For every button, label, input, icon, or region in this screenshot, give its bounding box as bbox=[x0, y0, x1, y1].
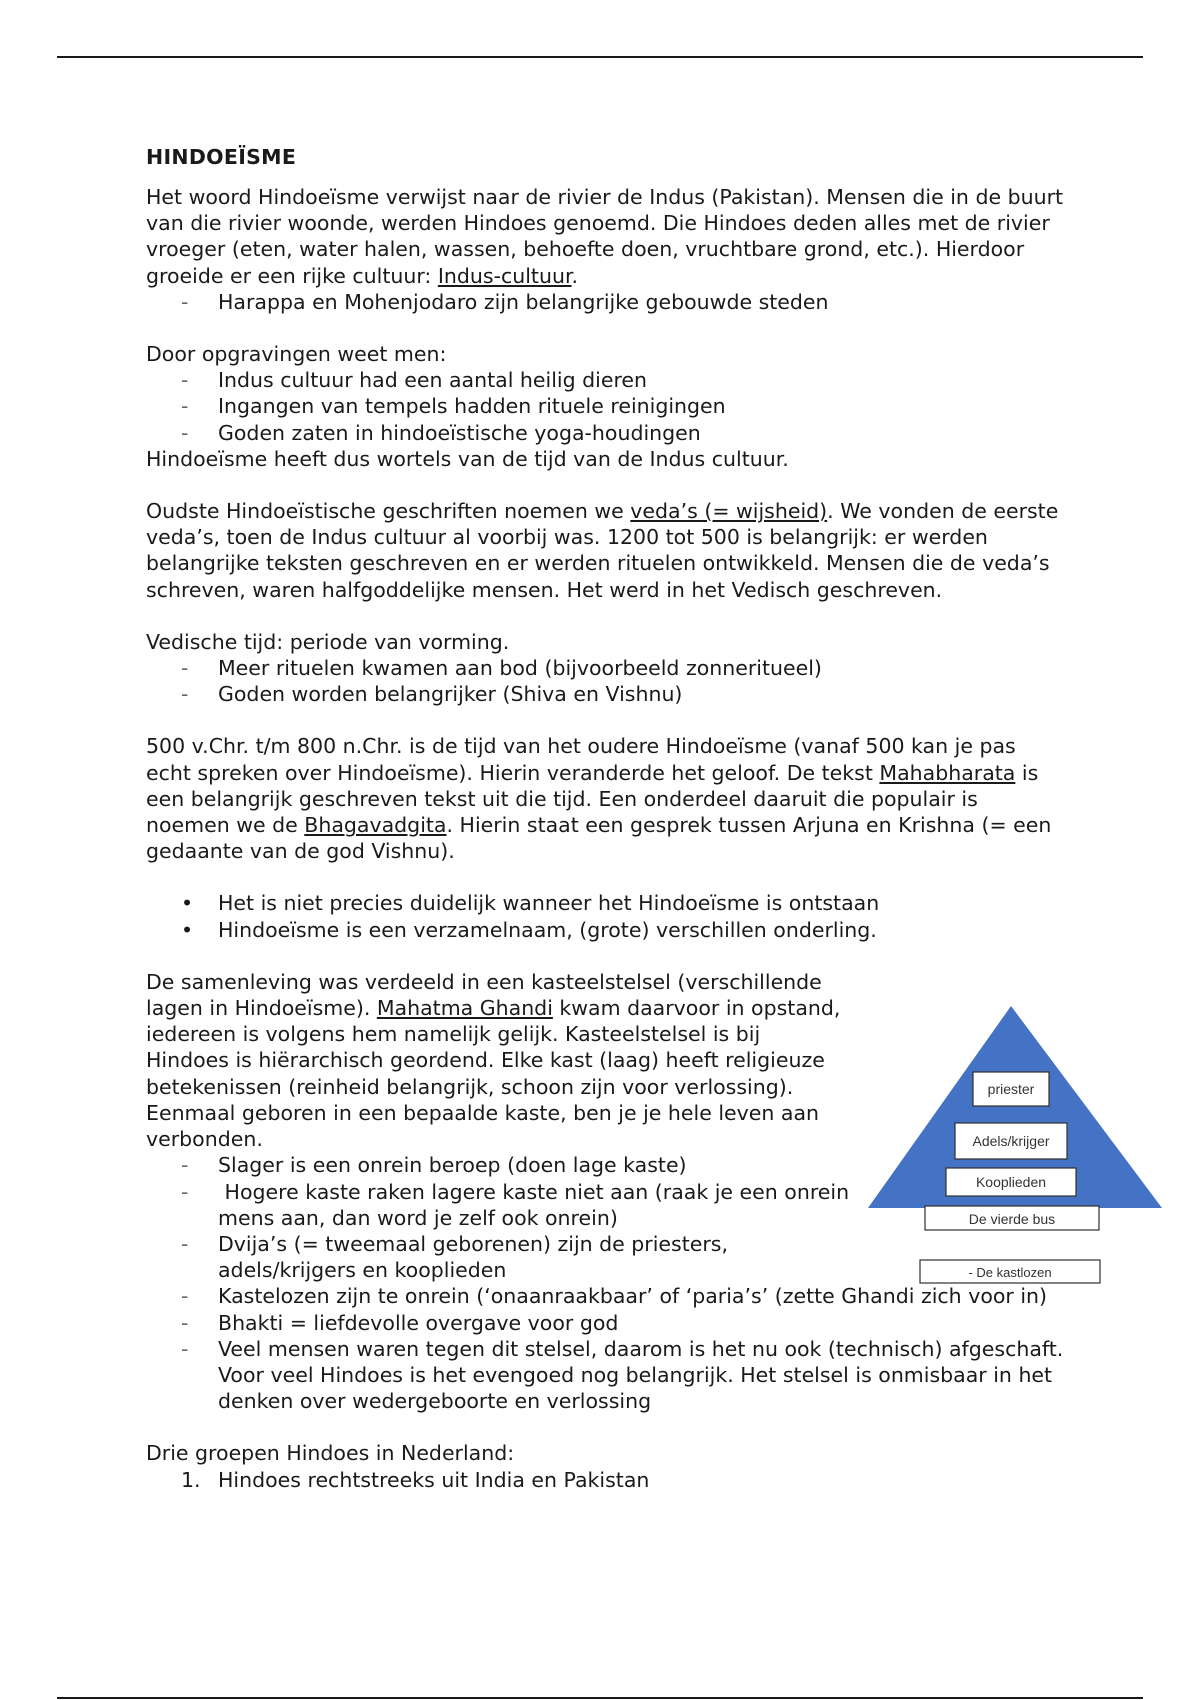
bullet-item bbox=[146, 917, 1066, 943]
list-item-text: Meer rituelen kwamen aan bod (bijvoorbeeld zonneritueel) bbox=[218, 656, 822, 681]
paragraph-vedas bbox=[146, 498, 1066, 603]
numbered-item bbox=[146, 1467, 1066, 1493]
list-vedic bbox=[146, 655, 1066, 707]
paragraph-text: De samenleving was verdeeld in een kasteelstelsel (verschillende lagen in Hindoeïsme). bbox=[146, 969, 822, 1021]
dash-marker: - bbox=[181, 682, 189, 707]
list-item bbox=[146, 1310, 1066, 1336]
paragraph-older-hinduism bbox=[146, 733, 1066, 864]
dash-marker: - bbox=[181, 1231, 189, 1256]
paragraph-vedic-time: Vedische tijd: periode van vorming. bbox=[146, 629, 510, 654]
pyramid-label: De vierde bus bbox=[968, 1211, 1056, 1227]
dash-marker: - bbox=[181, 394, 189, 419]
list-item-text: Dvija’s (= tweemaal geborenen) zijn de priesters, adels/krijgers en kooplieden bbox=[218, 1231, 728, 1283]
dash-marker: - bbox=[181, 368, 189, 393]
bullet-marker: • bbox=[181, 917, 194, 942]
list-item-text: Veel mensen waren tegen dit stelsel, daarom is het nu ook (technisch) afgeschaft. Voor veel Hindoes is het evengoed nog belangrijk. Het stelsel is onmisbaar in het denken over wedergeboorte en verlossing bbox=[218, 1336, 1064, 1414]
list-item bbox=[146, 1283, 1066, 1309]
document-body bbox=[146, 144, 1066, 1493]
list-item bbox=[146, 420, 1066, 446]
indus-cultuur-term: Indus-cultuur bbox=[437, 263, 572, 288]
list-item-text: Kastelozen zijn te onrein (‘onaanraakbaar’ of ‘paria’s’ (zette Ghandi zich voor in) bbox=[218, 1284, 1048, 1309]
list-item bbox=[146, 1179, 868, 1231]
list-excavations bbox=[146, 367, 1066, 446]
dash-marker: - bbox=[181, 289, 189, 314]
number-marker: 1. bbox=[181, 1467, 201, 1492]
dash-marker: - bbox=[181, 1310, 189, 1335]
caste-pyramid-diagram bbox=[866, 996, 1170, 1284]
ghandi-term: Mahatma Ghandi bbox=[376, 996, 553, 1021]
pyramid-label: - De kastlozen bbox=[968, 1265, 1052, 1280]
mahabharata-term: Mahabharata bbox=[879, 760, 1016, 785]
dash-marker: - bbox=[181, 656, 189, 681]
list-item bbox=[146, 1336, 1066, 1415]
paragraph-text: Oudste Hindoeïstische geschriften noemen we bbox=[146, 499, 631, 524]
paragraph-text: is een belangrijk geschreven tekst uit die tijd. Een onderdeel daaruit die populair is noemen we de bbox=[146, 760, 1039, 838]
vedas-term: veda’s (= wijsheid) bbox=[630, 499, 828, 524]
list-item bbox=[146, 681, 1066, 707]
pyramid-label: Kooplieden bbox=[975, 1174, 1047, 1190]
paragraph-text: Het woord Hindoeïsme verwijst naar de rivier de Indus (Pakistan). Mensen die in de buurt van die rivier woonde, werden Hindoes genoemd. Die Hindoes deden alles met de rivier vroeger (eten, water halen, wassen, behoefte doen, vruchtbare grond, etc.). Hierdoor groeide er een rijke cultuur: bbox=[146, 185, 1064, 288]
list-item-text: Hogere kaste raken lagere kaste niet aan (raak je een onrein mens aan, dan word je zelf ook onrein) bbox=[218, 1179, 856, 1230]
list-item bbox=[146, 393, 1066, 419]
bullet-list bbox=[146, 890, 1066, 942]
list-item-text: Hindoeïsme is een verzamelnaam, (grote) verschillen onderling. bbox=[218, 917, 877, 942]
dash-marker: - bbox=[181, 1179, 189, 1204]
footer-rule bbox=[57, 1697, 1143, 1699]
paragraph-intro bbox=[146, 184, 1066, 289]
paragraph-roots: Hindoeïsme heeft dus wortels van de tijd van de Indus cultuur. bbox=[146, 446, 789, 471]
paragraph-excavations: Door opgravingen weet men: bbox=[146, 342, 447, 367]
list-item bbox=[146, 1152, 868, 1178]
pyramid-label: Adels/krijger bbox=[972, 1133, 1050, 1149]
list-item-text: Goden worden belangrijker (Shiva en Vishnu) bbox=[218, 682, 683, 707]
dash-marker: - bbox=[181, 1284, 189, 1309]
paragraph-text: . bbox=[571, 263, 579, 288]
list-item-text: Slager is een onrein beroep (doen lage kaste) bbox=[218, 1153, 687, 1178]
dash-marker: - bbox=[181, 1153, 189, 1178]
list-item-text: Het is niet precies duidelijk wanneer het Hindoeïsme is ontstaan bbox=[218, 891, 880, 916]
list-item-text: Indus cultuur had een aantal heilig dieren bbox=[218, 368, 648, 393]
list-item-text: Bhakti = liefdevolle overgave voor god bbox=[218, 1310, 619, 1335]
bhagavadgita-term: Bhagavadgita bbox=[304, 813, 447, 838]
header-rule bbox=[57, 56, 1143, 58]
list-item bbox=[146, 289, 1066, 315]
paragraph-text: kwam daarvoor in opstand, iedereen is volgens hem namelijk gelijk. Kasteelstelsel is bij Hindoes is hiërarchisch geordend. Elke kast (laag) heeft religieuze betekenissen (reinheid belangrijk, schoon zijn voor verlossing). Eenmaal geboren in een bepaalde kaste, ben je je hele leven aan verbonden. bbox=[146, 996, 841, 1152]
list-item bbox=[146, 655, 1066, 681]
bullet-item bbox=[146, 890, 1066, 916]
paragraph-text: 500 v.Chr. t/m 800 n.Chr. is de tijd van het oudere Hindoeïsme (vanaf 500 kan je pas echt spreken over Hindoeïsme). Hierin veranderde het geloof. De tekst bbox=[146, 734, 1016, 785]
paragraph-groups: Drie groepen Hindoes in Nederland: bbox=[146, 1441, 515, 1466]
list-item-text: Goden zaten in hindoeïstische yoga-houdingen bbox=[218, 420, 701, 445]
list-item-text: Harappa en Mohenjodaro zijn belangrijke gebouwde steden bbox=[218, 289, 829, 314]
dash-marker: - bbox=[181, 1336, 189, 1361]
dash-marker: - bbox=[181, 420, 189, 445]
pyramid-label: priester bbox=[987, 1081, 1035, 1097]
numbered-list bbox=[146, 1467, 1066, 1493]
paragraph-text: . We vonden de eerste veda’s, toen de Indus cultuur al voorbij was. 1200 tot 500 is belangrijk: er werden belangrijke teksten geschreven en er werden rituelen ontwikkeld. Mensen die de veda’s schreven, waren halfgoddelijke mensen. Het werd in het Vedisch geschreven. bbox=[146, 499, 1059, 602]
list-item bbox=[146, 367, 1066, 393]
paragraph-text: . Hierin staat een gesprek tussen Arjuna en Krishna (= een gedaante van de god Vishnu). bbox=[146, 813, 1052, 864]
paragraph-caste-system bbox=[146, 969, 846, 1152]
list-cities bbox=[146, 289, 1066, 315]
list-item-text: Ingangen van tempels hadden rituele reinigingen bbox=[218, 394, 726, 419]
list-item-text: Hindoes rechtstreeks uit India en Pakistan bbox=[218, 1467, 650, 1492]
bullet-marker: • bbox=[181, 891, 194, 916]
list-item bbox=[146, 1231, 868, 1283]
page-title: HINDOEÏSME bbox=[146, 145, 297, 169]
